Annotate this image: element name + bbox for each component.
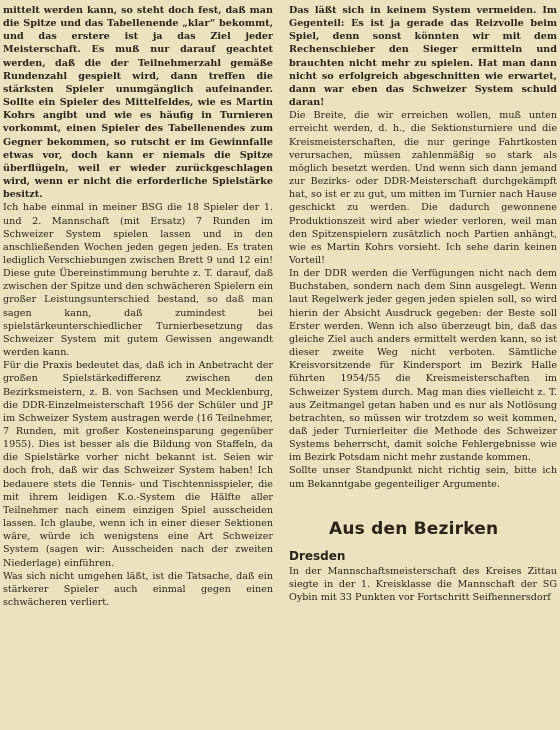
paragraph-3: Für die Praxis bedeutet das, daß ich in Anbetracht der großen Spielstärkedifferenz zwischen den Bezirksmeistern, z. B. von Sachsen und Mecklenburg, die DDR-Einzelmeisterschaft 1956 der Schüler und JP im Schweizer System austragen werde (16 Teilnehmer, 7 Runden, mit großer Kosteneinsparung gegenüber 1955). Dies ist besser als die Bildung von Staffeln, da die Spielstärke vorher nicht bekannt ist. Seien wir doch froh, daß wir das Schweizer System haben! Ich bedauere stets die Tennis- und Tischtennisspieler, die mit ihrem leidigen K.o.-System die Hälfte aller Teilnehmer nach einem einzigen Spiel ausscheiden lassen. Ich glaube, wenn ich in einer dieser Sektionen wäre, würde ich wenigstens eine Art Schweizer System (sagen wir: Ausscheiden nach der zweiten Niederlage) einführen. (3, 360, 273, 569)
region-subheading: Dresden (289, 548, 346, 563)
paragraph-2: Ich habe einmal in meiner BSG die 18 Spieler der 1. und 2. Mannschaft (mit Ersatz) 7 Runden im Schweizer System spielen lassen und in den anschließenden Wochen jeden gegen jeden. Es traten lediglich Verschiebungen zwischen Brett 9 und 12 ein! Diese gute Übereinstimmung beruhte z. T. darauf, daß zwischen der Spitze und den schwächeren Spielern ein großer Leistungsunterschied bestand, so daß man sagen kann, daß zumindest bei spielstärkeunterschiedlicher Turnierbesetzung das Schweizer System mit gutem Gewissen angewandt werden kann. (3, 202, 273, 359)
paragraph-6: Die Breite, die wir erreichen wollen, muß unten erreicht werden, d. h., die Sektionsturniere und die Kreismeisterschaften, die nur geringe Fahrtkosten verursachen, müssen zahlenmäßig so stark als möglich besetzt werden. Und wenn sich dann jemand zur Bezirks- oder DDR-Meisterschaft durchgekämpft hat, so ist er zu gut, um mitten im Turnier nach Hause geschickt zu werden. Die dadurch gewonnene Produktionszeit wird aber wieder verloren, weil man den Spitzenspielern zusätzlich noch Partien anhängt, wie es Martin Kohrs vorsieht. Ich sehe darin keinen Vorteil! (289, 110, 557, 266)
right-column (289, 4, 557, 604)
region-paragraph: In der Mannschaftsmeisterschaft des Kreises Zittau siegte in der 1. Kreisklasse die Mannschaft der SG Oybin mit 33 Punkten vor Fortschritt Seifhennersdorf (289, 565, 557, 604)
section-heading: Aus den Bezirken (329, 518, 499, 539)
paragraph-4: Was sich nicht umgehen läßt, ist die Tatsache, daß ein stärkerer Spieler auch einmal gegen einen schwächeren verliert. (3, 570, 273, 609)
paragraph-8: Sollte unser Standpunkt nicht richtig sein, bitte ich um Bekanntgabe gegenteiliger Argumente. (289, 465, 557, 490)
paragraph-1: mittelt werden kann, so steht doch fest, daß man die Spitze und das Tabellenende „klar“ bekommt, und das erstere ist ja das Ziel jeder Meisterschaft. Es muß nur darauf geachtet werden, daß die der Teilnehmerzahl gemäße Rundenzahl gespielt wird, dann treffen die stärksten Spieler unumgänglich aufeinander. Sollte ein Spieler des Mittelfeldes, wie es Martin Kohrs angibt und wie es häufig in Turnieren vorkommt, einen Spieler des Tabellenendes zum Gegner bekommen, so rutscht er im Gewinnfalle etwas vor, doch kann er niemals die Spitze überflügeln, weil er wieder zurückgeschlagen wird, wenn er nicht die erforderliche Spielstärke besitzt. (3, 5, 273, 201)
paragraph-7: In der DDR werden die Verfügungen nicht nach dem Buchstaben, sondern nach dem Sinn ausgelegt. Wenn laut Regelwerk jeder gegen jeden spielen soll, so wird hierin der Absicht Ausdruck gegeben: der Beste soll Erster werden. Wenn ich also überzeugt bin, daß das gleiche Ziel auch anders ermittelt werden kann, so ist dieser zweite Weg nicht verboten. Sämtliche Kreisvorsitzende für Kindersport im Bezirk Halle führten 1954/55 die Kreismeisterschaften im Schweizer System durch. Mag man dies vielleicht z. T. aus Zeitmangel getan haben und es nur als Notlösung betrachten, so müssen wir trotzdem so weit kommen, daß jeder Turnierleiter die Methode des Schweizer Systems beherrscht, damit solche Fehlergebnisse wie im Bezirk Potsdam nicht mehr zustande kommen. (289, 268, 557, 464)
left-column (3, 4, 273, 609)
paragraph-5: Das läßt sich in keinem System vermeiden. Im Gegenteil: Es ist ja gerade das Reizvolle beim Spiel, denn sonst könnten wir mit dem Rechenschieber den Sieger ermitteln und brauchten nicht mehr zu spielen. Hat man dann nicht so erfolgreich abgeschnitten wie erwartet, dann war eben das Schweizer System schuld daran! (289, 5, 557, 109)
